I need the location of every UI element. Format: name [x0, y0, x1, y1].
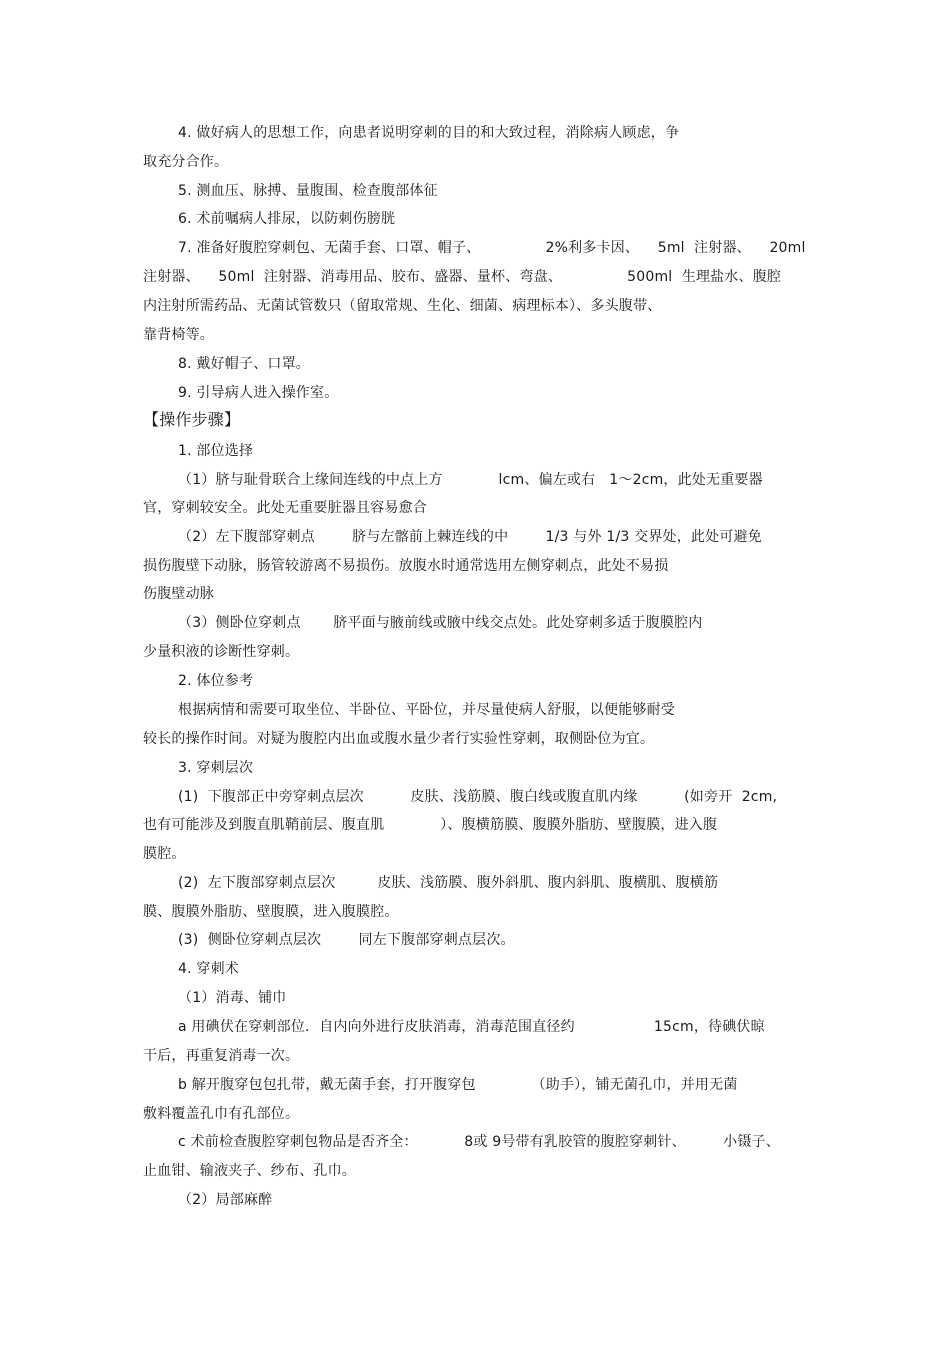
text-line: 少量积液的诊断性穿刺。 [143, 644, 300, 660]
text-line: 3. 穿刺层次 [178, 760, 254, 776]
text-line: 4. 做好病人的思想工作，向患者说明穿刺的目的和大致过程，消除病人顾虑，争 [178, 125, 680, 141]
text-line: (3) 侧卧位穿刺点层次 同左下腹部穿刺点层次。 [178, 932, 515, 948]
text-line: c 术前检查腹腔穿刺包物品是否齐全： 8或 9号带有乳胶管的腹腔穿刺针、 小镊子、 [178, 1134, 780, 1150]
text-line: 干后，再重复消毒一次。 [143, 1048, 300, 1064]
text-line: （1）脐与耻骨联合上缘间连线的中点上方 lcm、偏左或右 1～2cm，此处无重要器 [178, 472, 763, 488]
text-line: 止血钳、输液夹子、纱布、孔巾。 [143, 1163, 356, 1179]
section-heading: 【操作步骤】 [143, 410, 241, 429]
text-line: 6. 术前嘱病人排尿，以防刺伤膀胱 [178, 211, 396, 227]
text-line: 内注射所需药品、无菌试管数只（留取常规、生化、细菌、病理标本）、多头腹带、 [143, 298, 662, 314]
text-line: 7. 准备好腹腔穿刺包、无菌手套、口罩、帽子、 2%利多卡因、 5ml 注射器、 20ml [178, 240, 806, 256]
text-line: 1. 部位选择 [178, 443, 254, 459]
text-line: （3）侧卧位穿刺点 脐平面与腋前线或腋中线交点处。此处穿刺多适于腹膜腔内 [178, 615, 703, 631]
text-line: 较长的操作时间。对疑为腹腔内出血或腹水量少者行实验性穿刺，取侧卧位为宜。 [143, 731, 655, 747]
text-line: 9. 引导病人进入操作室。 [178, 385, 339, 401]
text-line: （2）局部麻醉 [178, 1192, 273, 1208]
text-line: （1）消毒、铺巾 [178, 990, 287, 1006]
text-line: (1) 下腹部正中旁穿刺点层次 皮肤、浅筋膜、腹白线或腹直肌内缘 (如旁开 2cm, [178, 789, 778, 805]
text-line: 靠背椅等。 [143, 327, 214, 343]
text-line: 4. 穿刺术 [178, 961, 240, 977]
text-line: 膜、腹膜外脂肪、壁腹膜，进入腹膜腔。 [143, 904, 399, 920]
text-line: b 解开腹穿包包扎带，戴无菌手套，打开腹穿包 （助手），铺无菌孔巾，并用无菌 [178, 1077, 738, 1093]
text-line: 5. 测血压、脉搏、量腹围、检查腹部体征 [178, 183, 438, 199]
text-line: 2. 体位参考 [178, 673, 254, 689]
text-line: 敷料覆盖孔巾有孔部位。 [143, 1106, 300, 1122]
text-line: 官，穿刺较安全。此处无重要脏器且容易愈合 [143, 500, 427, 516]
text-line: 8. 戴好帽子、口罩。 [178, 356, 311, 372]
text-line: (2) 左下腹部穿刺点层次 皮肤、浅筋膜、腹外斜肌、腹内斜肌、腹横肌、腹横筋 [178, 875, 719, 891]
text-line: 取充分合作。 [143, 154, 229, 170]
text-line: 根据病情和需要可取坐位、半卧位、平卧位，并尽量使病人舒服，以便能够耐受 [178, 702, 675, 718]
text-line: 也有可能涉及到腹直肌鞘前层、腹直肌 ）、腹横筋膜、腹膜外脂肪、壁腹膜，进入腹 [143, 817, 718, 833]
text-line: 伤腹壁动脉 [143, 586, 214, 602]
text-line: （2）左下腹部穿刺点 脐与左髂前上棘连线的中 1/3 与外 1/3 交界处，此处可避免 [178, 529, 762, 545]
text-line: a 用碘伏在穿刺部位．自内向外进行皮肤消毒，消毒范围直径约 15cm，待碘伏晾 [178, 1019, 765, 1035]
text-line: 膜腔。 [143, 846, 186, 862]
text-line: 注射器、 50ml 注射器、消毒用品、胶布、盛器、量杯、弯盘、 500ml 生理盐水、腹腔 [143, 269, 782, 285]
text-line: 损伤腹壁下动脉，肠管较游离不易损伤。放腹水时通常选用左侧穿刺点，此处不易损 [143, 558, 669, 574]
